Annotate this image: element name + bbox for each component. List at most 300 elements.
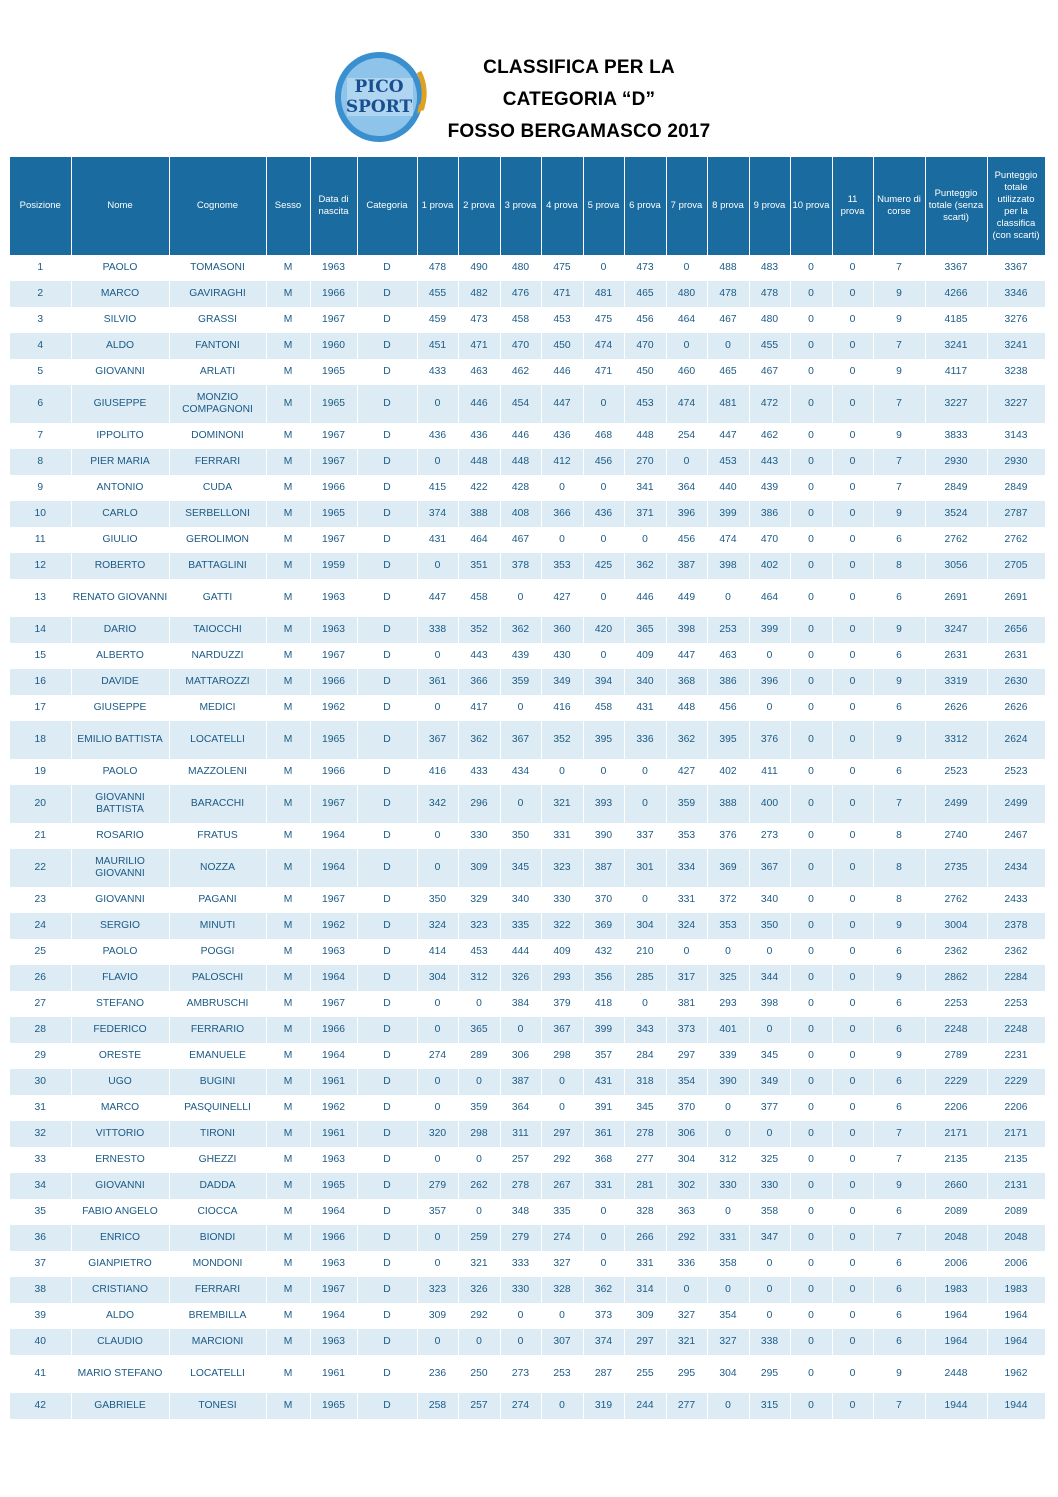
table-cell: 399 [749,617,790,643]
table-cell: 377 [749,1095,790,1121]
table-cell: M [266,1277,310,1303]
table-cell: 304 [417,965,458,991]
table-cell: M [266,1043,310,1069]
column-header: Numero di corse [873,157,925,255]
table-cell: 7 [873,385,925,423]
table-cell: 0 [666,333,707,359]
table-cell: 427 [541,579,583,617]
table-row [10,423,1045,449]
table-cell: 1966 [310,669,357,695]
table-cell: 1962 [310,913,357,939]
table-cell: 353 [541,553,583,579]
table-cell: 365 [458,1017,500,1043]
table-cell: 2705 [987,553,1045,579]
table-cell: 2626 [925,695,987,721]
table-cell: 297 [666,1043,707,1069]
table-cell: 0 [832,887,873,913]
table-cell: 0 [832,475,873,501]
table-cell: 374 [583,1329,624,1355]
table-cell: 1964 [925,1303,987,1329]
table-cell: 362 [666,721,707,759]
table-cell: 440 [707,475,749,501]
table-cell: BARACCHI [169,785,266,823]
table-cell: 367 [500,721,541,759]
table-cell: 3241 [925,333,987,359]
table-cell: 399 [707,501,749,527]
table-cell: 0 [832,1147,873,1173]
table-cell: 358 [749,1199,790,1225]
table-cell: 27 [10,991,71,1017]
table-cell: 0 [541,527,583,553]
table-cell: 0 [790,759,832,785]
table-cell: M [266,721,310,759]
table-row [10,643,1045,669]
table-cell: 458 [583,695,624,721]
table-cell: LOCATELLI [169,1355,266,1393]
table-cell: 390 [707,1069,749,1095]
table-cell: 2630 [987,669,1045,695]
table-cell: 0 [417,695,458,721]
table-cell: 327 [541,1251,583,1277]
table-cell: 314 [624,1277,666,1303]
table-cell: 273 [500,1355,541,1393]
table-row [10,1355,1045,1393]
table-cell: 2631 [987,643,1045,669]
table-cell: M [266,1225,310,1251]
table-cell: 5 [10,359,71,385]
table-cell: ERNESTO [71,1147,169,1173]
table-cell: 416 [541,695,583,721]
table-cell: 439 [749,475,790,501]
table-cell: IPPOLITO [71,423,169,449]
table-cell: 2930 [925,449,987,475]
table-cell: 480 [749,307,790,333]
table-cell: 352 [541,721,583,759]
table-cell: 0 [541,759,583,785]
table-cell: 0 [832,617,873,643]
table-cell: ARLATI [169,359,266,385]
table-cell: 3238 [987,359,1045,385]
table-cell: 451 [417,333,458,359]
table-cell: D [357,643,417,669]
table-cell: GIUSEPPE [71,695,169,721]
table-cell: 455 [417,281,458,307]
title-line3: FOSSO BERGAMASCO 2017 [447,121,711,142]
table-cell: 399 [583,1017,624,1043]
table-cell: 6 [873,527,925,553]
table-cell: 0 [458,1069,500,1095]
table-cell: 431 [624,695,666,721]
table-cell: 2762 [925,887,987,913]
table-cell: D [357,475,417,501]
table-cell: 311 [500,1121,541,1147]
table-cell: 0 [832,1251,873,1277]
table-cell: 427 [666,759,707,785]
table-cell: 9 [873,1043,925,1069]
table-cell: 3 [10,307,71,333]
table-cell: 361 [417,669,458,695]
table-cell: 478 [749,281,790,307]
table-cell: 24 [10,913,71,939]
table-cell: 447 [417,579,458,617]
table-cell: 255 [624,1355,666,1393]
table-cell: 436 [458,423,500,449]
table-cell: M [266,1355,310,1393]
table-cell: 7 [873,333,925,359]
table-cell: 0 [749,695,790,721]
table-cell: FANTONI [169,333,266,359]
table-cell: 267 [541,1173,583,1199]
table-cell: GHEZZI [169,1147,266,1173]
table-cell: 409 [541,939,583,965]
table-cell: GIULIO [71,527,169,553]
table-cell: 0 [541,1393,583,1419]
table-cell: GAVIRAGHI [169,281,266,307]
table-cell: 2089 [987,1199,1045,1225]
table-cell: 330 [707,1173,749,1199]
table-cell: 321 [541,785,583,823]
table-cell: D [357,913,417,939]
table-cell: 0 [790,1095,832,1121]
table-cell: PAOLO [71,759,169,785]
table-cell: 352 [458,617,500,643]
table-cell: M [266,1251,310,1277]
table-cell: 257 [500,1147,541,1173]
table-cell: 447 [541,385,583,423]
table-cell: 0 [790,887,832,913]
table-cell: M [266,669,310,695]
table-cell: D [357,669,417,695]
table-cell: 2378 [987,913,1045,939]
title-line2: CATEGORIA “D” [502,89,656,110]
table-cell: 0 [790,1355,832,1393]
table-cell: 474 [666,385,707,423]
table-cell: 17 [10,695,71,721]
table-cell: 368 [666,669,707,695]
table-cell: 376 [707,823,749,849]
table-cell: 490 [458,255,500,281]
table-cell: 36 [10,1225,71,1251]
table-row [10,1251,1045,1277]
table-cell: FLAVIO [71,965,169,991]
table-cell: 6 [873,1199,925,1225]
table-cell: 359 [458,1095,500,1121]
table-cell: 0 [832,1225,873,1251]
table-cell: 333 [500,1251,541,1277]
table-cell: 0 [541,1095,583,1121]
table-cell: M [266,1121,310,1147]
table-cell: 328 [541,1277,583,1303]
table-cell: PASQUINELLI [169,1095,266,1121]
table-cell: 0 [624,991,666,1017]
table-cell: 338 [749,1329,790,1355]
table-cell: D [357,281,417,307]
table-cell: 0 [583,1251,624,1277]
table-cell: 0 [832,359,873,385]
table-cell: 1961 [310,1121,357,1147]
table-cell: 372 [707,887,749,913]
table-cell: D [357,449,417,475]
table-row [10,449,1045,475]
table-cell: 2691 [987,579,1045,617]
table-cell: 274 [417,1043,458,1069]
table-cell: 0 [790,965,832,991]
table-cell: 293 [541,965,583,991]
table-cell: MAURILIO GIOVANNI [71,849,169,887]
table-cell: 1967 [310,423,357,449]
table-cell: D [357,359,417,385]
table-cell: 329 [458,887,500,913]
table-cell: 1967 [310,449,357,475]
table-cell: 1965 [310,1393,357,1419]
table-row [10,721,1045,759]
table-cell: 0 [790,1277,832,1303]
table-cell: 2248 [925,1017,987,1043]
table-cell: 292 [458,1303,500,1329]
table-cell: 387 [583,849,624,887]
table-cell: 1962 [310,1095,357,1121]
table-row [10,475,1045,501]
table-cell: 453 [541,307,583,333]
table-cell: 2362 [987,939,1045,965]
table-cell: 0 [583,475,624,501]
table-cell: 450 [624,359,666,385]
table-cell: 2433 [987,887,1045,913]
table-cell: 7 [873,449,925,475]
table-cell: 357 [417,1199,458,1225]
table-cell: 1963 [310,1329,357,1355]
table-cell: 35 [10,1199,71,1225]
table-cell: 0 [832,1095,873,1121]
table-cell: 345 [749,1043,790,1069]
table-cell: CIOCCA [169,1199,266,1225]
column-header: 3 prova [500,157,541,255]
table-cell: 274 [541,1225,583,1251]
table-cell: 0 [500,695,541,721]
table-cell: 448 [458,449,500,475]
table-cell: 18 [10,721,71,759]
table-cell: 0 [832,1329,873,1355]
table-cell: 446 [541,359,583,385]
table-cell: 304 [624,913,666,939]
table-cell: 337 [624,823,666,849]
table-cell: 348 [500,1199,541,1225]
table-cell: VITTORIO [71,1121,169,1147]
table-cell: D [357,1225,417,1251]
title-line1: CLASSIFICA PER LA [483,57,675,78]
column-header: Nome [71,157,169,255]
table-cell: 25 [10,939,71,965]
table-cell: 0 [790,1173,832,1199]
table-cell: 0 [790,1225,832,1251]
table-cell: 0 [832,721,873,759]
logo-line2: SPORT [345,97,413,117]
table-cell: D [357,385,417,423]
table-cell: 2624 [987,721,1045,759]
table-cell: 2467 [987,823,1045,849]
table-cell: 244 [624,1393,666,1419]
table-cell: 33 [10,1147,71,1173]
table-cell: 0 [749,1251,790,1277]
header-row [10,157,1045,255]
table-cell: D [357,785,417,823]
table-cell: STEFANO [71,991,169,1017]
table-cell: 0 [417,1017,458,1043]
table-cell: 309 [458,849,500,887]
table-cell: 447 [666,643,707,669]
table-cell: 0 [832,965,873,991]
table-cell: ORESTE [71,1043,169,1069]
table-cell: 2206 [987,1095,1045,1121]
table-cell: 1966 [310,281,357,307]
table-cell: D [357,823,417,849]
table-cell: 362 [624,553,666,579]
table-cell: 358 [707,1251,749,1277]
table-cell: 2523 [925,759,987,785]
table-cell: 0 [417,1251,458,1277]
table-cell: 1965 [310,359,357,385]
table-cell: 279 [417,1173,458,1199]
table-cell: GABRIELE [71,1393,169,1419]
table-row [10,1225,1045,1251]
table-cell: 418 [583,991,624,1017]
table-cell: MATTAROZZI [169,669,266,695]
table-cell: 0 [832,307,873,333]
table-cell: 0 [832,333,873,359]
table-cell: 278 [500,1173,541,1199]
table-cell: 2229 [987,1069,1045,1095]
table-cell: 7 [873,255,925,281]
table-cell: GIOVANNI [71,1173,169,1199]
table-cell: 370 [583,887,624,913]
table-cell: 362 [583,1277,624,1303]
table-cell: ROSARIO [71,823,169,849]
table-cell: M [266,913,310,939]
table-row [10,307,1045,333]
table-cell: GIANPIETRO [71,1251,169,1277]
table-cell: 9 [873,423,925,449]
table-cell: D [357,939,417,965]
table-cell: 1964 [310,849,357,887]
table-cell: 319 [583,1393,624,1419]
table-cell: 0 [790,785,832,823]
table-cell: 8 [873,887,925,913]
table-row [10,281,1045,307]
table-cell: 446 [500,423,541,449]
table-cell: 0 [832,1043,873,1069]
table-cell: SERGIO [71,913,169,939]
table-row [10,1043,1045,1069]
table-cell: 463 [458,359,500,385]
table-cell: 16 [10,669,71,695]
table-cell: 444 [500,939,541,965]
table-cell: 306 [666,1121,707,1147]
table-cell: 2660 [925,1173,987,1199]
table-cell: 401 [707,1017,749,1043]
table-cell: 366 [541,501,583,527]
table-cell: PAGANI [169,887,266,913]
table-cell: 0 [832,939,873,965]
table-cell: 1967 [310,1277,357,1303]
table-cell: 422 [458,475,500,501]
table-cell: 0 [790,913,832,939]
table-cell: 369 [583,913,624,939]
table-cell: 3312 [925,721,987,759]
table-cell: 1963 [310,1147,357,1173]
table-cell: 446 [624,579,666,617]
table-cell: 0 [790,333,832,359]
column-header: 5 prova [583,157,624,255]
table-cell: 298 [541,1043,583,1069]
table-cell: 323 [458,913,500,939]
table-cell: 0 [417,823,458,849]
table-cell: 0 [707,333,749,359]
table-cell: 278 [624,1121,666,1147]
table-cell: 339 [707,1043,749,1069]
column-header: Punteggio totale (senza scarti) [925,157,987,255]
table-cell: 7 [10,423,71,449]
table-cell: 433 [417,359,458,385]
table-cell: 7 [873,1121,925,1147]
table-cell: 1963 [310,579,357,617]
table-cell: 436 [583,501,624,527]
table-cell: 331 [666,887,707,913]
column-header: 10 prova [790,157,832,255]
table-cell: 2006 [925,1251,987,1277]
table-body [10,255,1045,1419]
table-cell: 0 [624,887,666,913]
table-cell: 295 [749,1355,790,1393]
table-cell: M [266,579,310,617]
table-row [10,333,1045,359]
table-cell: 266 [624,1225,666,1251]
table-cell: 398 [749,991,790,1017]
table-cell: ALDO [71,333,169,359]
table-cell: 1964 [925,1329,987,1355]
table-cell: GIOVANNI [71,887,169,913]
table-cell: 6 [873,695,925,721]
table-cell: D [357,1277,417,1303]
table-cell: 483 [749,255,790,281]
table-cell: D [357,887,417,913]
table-cell: 350 [749,913,790,939]
table-row [10,1017,1045,1043]
table-cell: 1967 [310,887,357,913]
table-cell: 2691 [925,579,987,617]
table-cell: 19 [10,759,71,785]
table-cell: FERRARI [169,449,266,475]
table-cell: 345 [624,1095,666,1121]
table-cell: 471 [458,333,500,359]
table-cell: 470 [624,333,666,359]
table-cell: 4117 [925,359,987,385]
table-cell: D [357,849,417,887]
table-cell: 0 [583,255,624,281]
table-cell: D [357,721,417,759]
table-cell: 2862 [925,965,987,991]
table-cell: 0 [832,1199,873,1225]
table-cell: 1959 [310,553,357,579]
table-cell: 0 [417,449,458,475]
table-cell: M [266,1303,310,1329]
table-cell: 28 [10,1017,71,1043]
table-cell: 478 [417,255,458,281]
table-cell: 298 [458,1121,500,1147]
table-cell: 2131 [987,1173,1045,1199]
table-row [10,1393,1045,1419]
table-cell: MARCIONI [169,1329,266,1355]
table-cell: 262 [458,1173,500,1199]
